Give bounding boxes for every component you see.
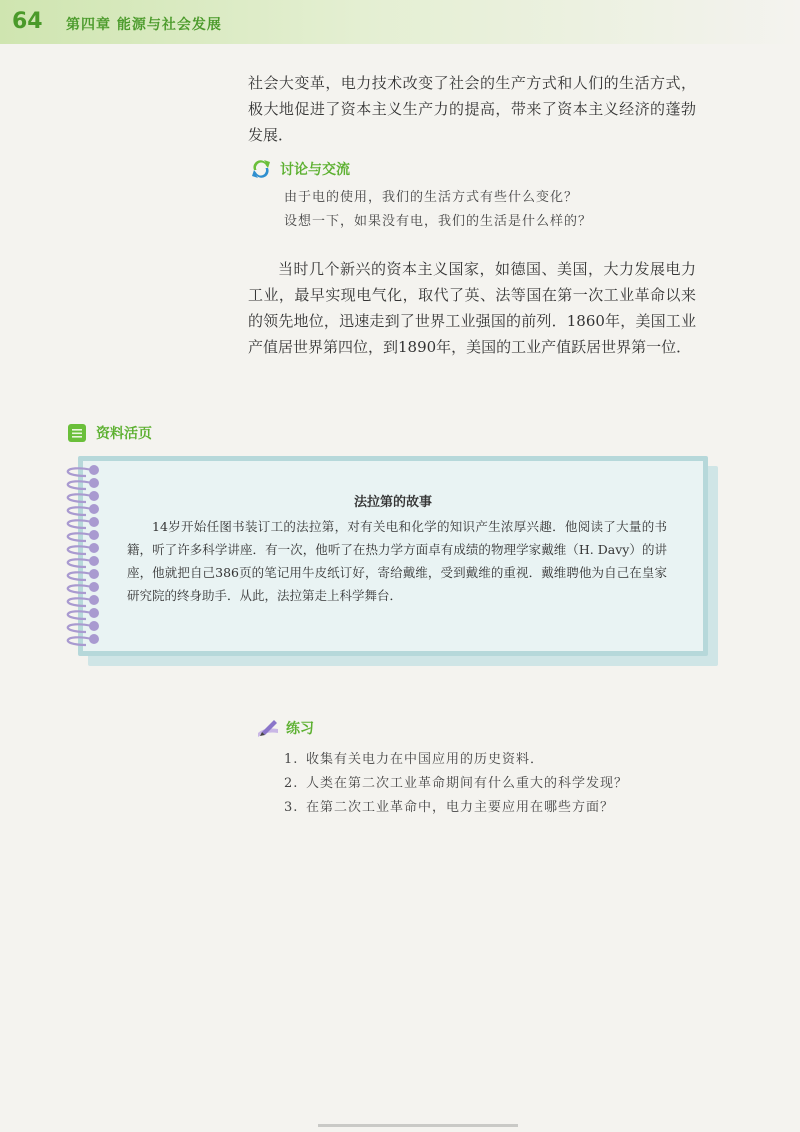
- spiral-hole: [89, 621, 99, 631]
- discussion-heading: [250, 158, 350, 180]
- spiral-ring: [68, 585, 92, 593]
- exercise-title: 练习: [286, 721, 314, 737]
- spiral-ring: [68, 546, 92, 554]
- material-section-title: 资料活页: [96, 426, 152, 442]
- spiral-ring: [68, 481, 92, 489]
- exercise-heading: [256, 717, 314, 739]
- spiral-ring: [68, 611, 92, 619]
- spiral-hole: [89, 504, 99, 514]
- exercise-item: [284, 796, 704, 820]
- spiral-ring: [68, 507, 92, 515]
- spiral-hole: [89, 582, 99, 592]
- spiral-ring: [68, 533, 92, 541]
- spiral-ring: [68, 468, 92, 476]
- intro-paragraph: 社会大变革，电力技术改变了社会的生产方式和人们的生活方式，极大地促进了资本主义生产力的提高，带来了资本主义经济的蓬勃发展．: [248, 74, 696, 144]
- exercise-item: [284, 772, 704, 796]
- page-number: 64: [12, 9, 43, 34]
- spiral-ring: [68, 624, 92, 632]
- spiral-ring: [68, 559, 92, 567]
- main-paragraph: 当时几个新兴的资本主义国家，如德国、美国，大力发展电力工业，最早实现电气化，取代了英、法等国在第一次工业革命以来的领先地位，迅速走到了世界工业强国的前列．1860年，美国工业产值居世界第四位，到1890年，美国的工业产值跃居世界第一位．: [248, 260, 696, 356]
- spiral-hole: [89, 556, 99, 566]
- exercise-number: 2.: [284, 776, 299, 791]
- chapter-title: 第四章 能源与社会发展: [66, 17, 222, 33]
- discussion-question: 由于电的使用，我们的生活方式有些什么变化？: [284, 190, 579, 205]
- spiral-hole: [89, 530, 99, 540]
- discussion-title: 讨论与交流: [280, 162, 350, 178]
- exercise-number: 3.: [284, 800, 299, 815]
- material-heading: [66, 422, 152, 444]
- exercise-text: 人类在第二次工业革命期间有什么重大的科学发现？: [306, 776, 629, 791]
- page-header: [0, 0, 800, 44]
- exercise-item: [284, 748, 704, 772]
- spiral-hole: [89, 543, 99, 553]
- spiral-hole: [89, 569, 99, 579]
- spiral-ring: [68, 637, 92, 645]
- spiral-hole: [89, 634, 99, 644]
- card-title: 法拉第的故事: [353, 495, 432, 510]
- spiral-hole: [89, 608, 99, 618]
- pencil-icon: [256, 717, 278, 739]
- spiral-ring: [68, 572, 92, 580]
- card-body: 14岁开始任图书装订工的法拉第，对有关电和化学的知识产生浓厚兴趣．他阅读了大量的书籍，听了许多科学讲座．有一次，他听了在热力学方面卓有成绩的物理学家戴维（H. Davy）的讲座，他就把自己386页的笔记用牛皮纸订好，寄给戴维，受到戴维的重视．戴维聘他为自己在皇家研究院的终身助手．从此，法拉第走上科学舞台．: [127, 519, 667, 603]
- exercise-number: 1.: [284, 752, 299, 767]
- spiral-hole: [89, 517, 99, 527]
- spiral-hole: [89, 478, 99, 488]
- spiral-ring: [68, 520, 92, 528]
- discussion-question: 设想一下，如果没有电，我们的生活是什么样的？: [284, 214, 593, 229]
- discussion-questions: [284, 186, 704, 234]
- spiral-ring: [68, 494, 92, 502]
- spiral-binding-icon: [56, 462, 106, 652]
- exercise-text: 在第二次工业革命中，电力主要应用在哪些方面？: [306, 800, 615, 815]
- faraday-story-card: [78, 456, 708, 656]
- exercise-list: [284, 748, 704, 820]
- spiral-hole: [89, 595, 99, 605]
- spiral-hole: [89, 465, 99, 475]
- spiral-ring: [68, 598, 92, 606]
- exercise-text: 收集有关电力在中国应用的历史资料．: [306, 752, 545, 767]
- notepad-icon: [66, 422, 88, 444]
- footer-line: [318, 1124, 518, 1127]
- spiral-hole: [89, 491, 99, 501]
- recycle-arrows-icon: [250, 158, 272, 180]
